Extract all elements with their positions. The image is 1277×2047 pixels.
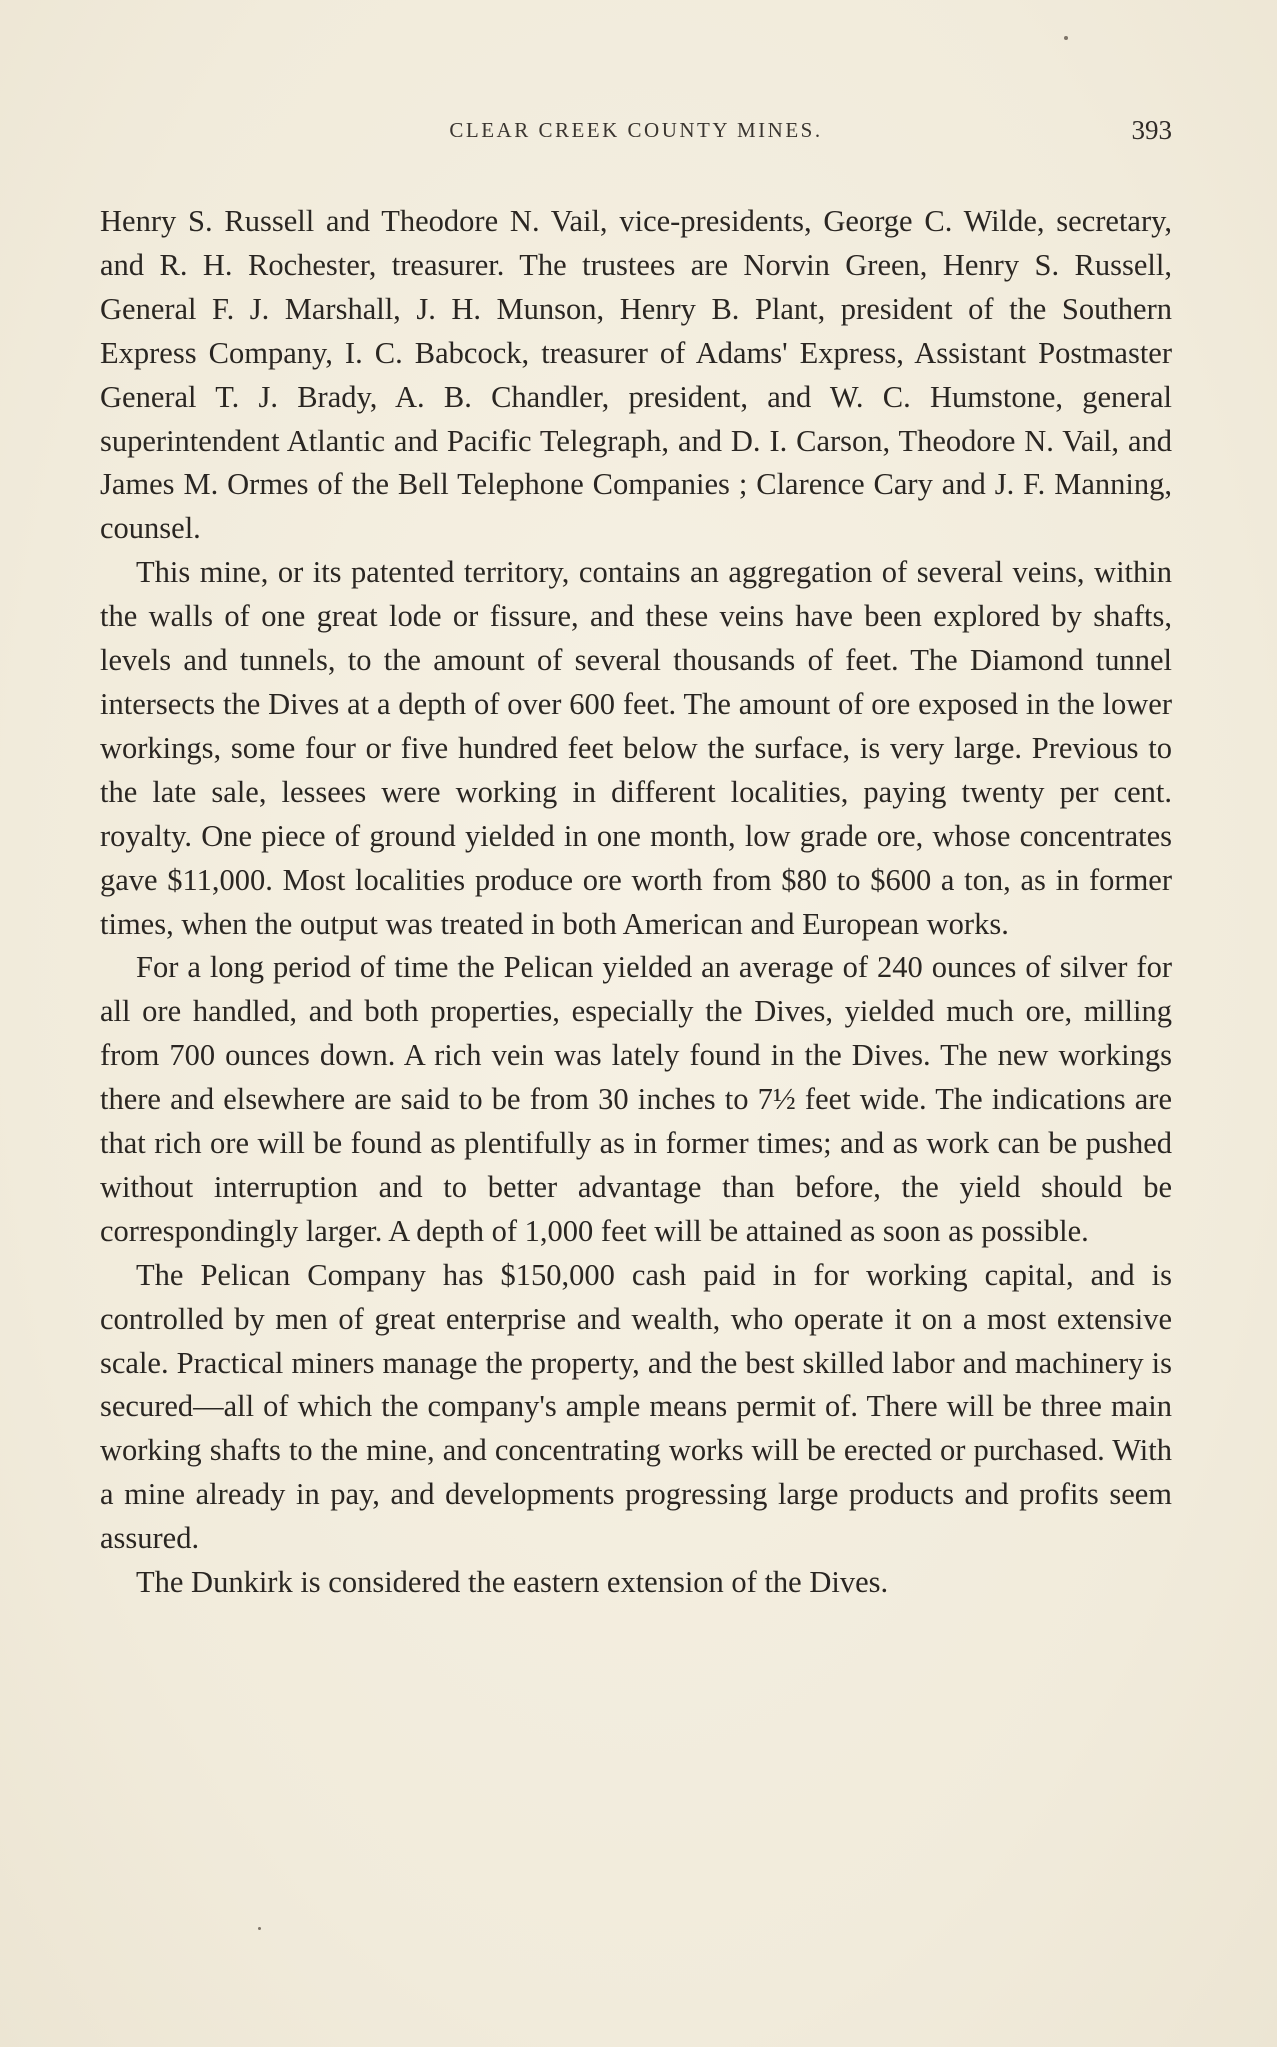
paragraph: For a long period of time the Pelican yielded an average of 240 ounces of silver for all ore handled, and both properties, especially the Dives, yielded much ore, milling from 700 ounces down. A rich vein was lately found in the Dives. The new workings there and elsewhere are said to be from 30 inches to 7½ feet wide. The indications are that rich ore will be found as plentifully as in former times; and as work can be pushed without interruption and to better advantage than before, the yield should be correspondingly larger. A depth of 1,000 feet will be attained as soon as possible. [100,950,1172,1248]
paragraph: The Dunkirk is considered the eastern extension of the Dives. [136,1565,889,1600]
paragraph: The Pelican Company has $150,000 cash paid in for working capital, and is controlled by men of great enterprise and wealth, who operate it on a most extensive scale. Practical miners manage the property, and the best skilled labor and machinery is secured—all of which the company's ample means permit of. There will be three main working shafts to the mine, and concentrating works will be erected or purchased. With a mine already in pay, and developments progressing large products and profits seem assured. [100,1257,1172,1556]
running-title: CLEAR CREEK COUNTY MINES. [449,118,823,142]
page-number: 393 [1131,115,1172,145]
body-text [100,200,1172,1605]
paragraph: Henry S. Russell and Theodore N. Vail, vice-presidents, George C. Wilde, secretary, and R. H. Rochester, treasurer. The trustees are Norvin Green, Henry S. Russell, General F. J. Marshall, J. H. Munson, Henry B. Plant, president of the Southern Express Company, I. C. Babcock, treasurer of Adams' Express, Assistant Postmaster General T. J. Brady, A. B. Chandler, president, and W. C. Humstone, general superintendent Atlantic and Pacific Telegraph, and D. I. Carson, Theodore N. Vail, and James M. Ormes of the Bell Telephone Companies ; Clarence Cary and J. F. Manning, counsel. [100,204,1172,546]
running-header [100,115,1172,148]
print-speck [258,1927,261,1930]
paragraph: This mine, or its patented territory, contains an aggregation of several veins, within the walls of one great lode or fissure, and these veins have been explored by shafts, levels and tunnels, to the amount of several thousands of feet. The Diamond tunnel intersects the Dives at a depth of over 600 feet. The amount of ore exposed in the lower workings, some four or five hundred feet below the surface, is very large. Previous to the late sale, lessees were working in different localities, paying twenty per cent. royalty. One piece of ground yielded in one month, low grade ore, whose concentrates gave $11,000. Most localities produce ore worth from $80 to $600 a ton, as in former times, when the output was treated in both American and European works. [100,555,1172,941]
print-speck [1064,36,1068,40]
